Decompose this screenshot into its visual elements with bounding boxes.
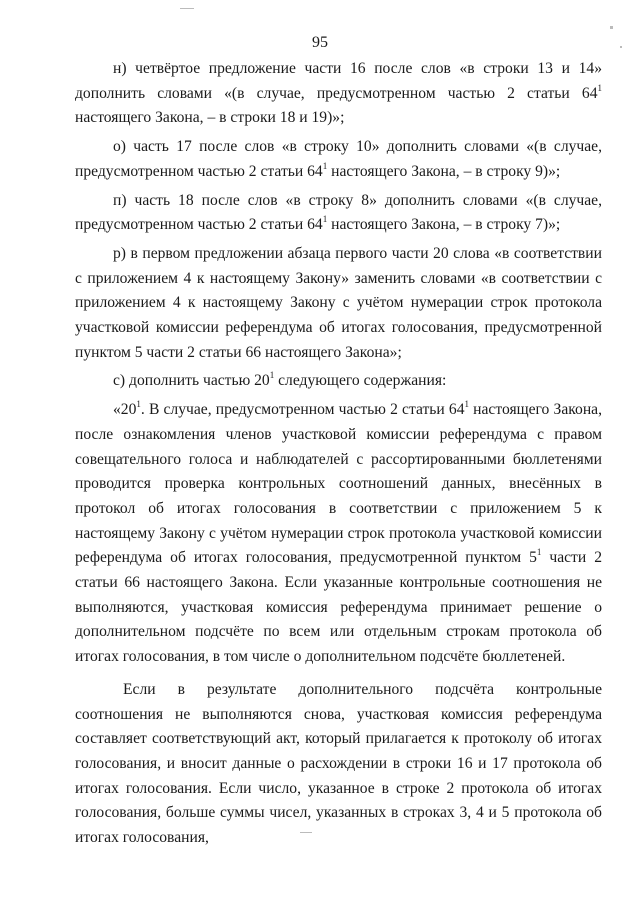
scan-speck [610,26,613,29]
superscript: 1 [464,399,469,410]
quote-part-3: настоящего Закона, после ознакомления членов участковой комиссии референдума с правом совещательного голоса и наблюдателей с рассортированными бюллетенями проводится проверка контрольных соотношений данных, внесённых в протокол об итогах голосования в соответствии с приложением 5 к настоящему Закону с учётом нумерации строк протокола участковой комиссии референдума об итогах голосования, предусмотренной пунктом 5 [75,401,602,567]
paragraph-s [75,369,602,394]
quote-part-4: части 2 статьи 66 настоящего Закона. Если указанные контрольные соотношения не выполняются, участковая комиссия референдума принимает решение о дополнительном подсчёте по всем или отдельным строкам протокола об итогах голосования, в том числе о дополнительном подсчёте бюллетеней. [75,549,602,666]
superscript: 1 [322,214,328,225]
paragraph-repeat-count: Если в результате дополнительного подсчёта контрольные соотношения не выполняются снова, участковая комиссия референдума составляет соответствующий акт, который прилагается к протоколу об итогах голосования, и вносит данные о расхождении в строки 16 и 17 протокола об итогах голосования. Если число, указанное в строке 2 протокола об итогах голосования, больше суммы чисел, указанных в строках 3, 4 и 5 протокола об итогах голосования, [75,680,602,847]
scan-speck [180,8,194,9]
paragraph-n [75,57,602,131]
scan-speck [620,46,622,48]
superscript: 1 [536,547,542,558]
paragraph-s-text-end: следующего содержания: [274,372,447,390]
quote-part-2: . В случае, предусмотренном частью 2 статьи 64 [140,401,465,419]
paragraph-r: р) в первом предложении абзаца первого части 20 слова «в соответствии с приложением 4 к настоящему Закону» заменить словами «в соответствии с приложением 4 к настоящему Закону с учётом нумерации строк протокола участковой комиссии референдума об итогах голосования, предусмотренной пунктом 5 части 2 статьи 66 настоящего Закона»; [75,244,602,361]
paragraph-n-text-end: настоящего Закона, – в строки 18 и 19)»; [75,109,345,127]
scan-speck [300,832,312,833]
paragraph-part-20-1 [75,398,602,670]
paragraph-p [75,189,602,238]
superscript: 1 [136,399,141,410]
paragraph-o-text: о) часть 17 после слов «в строку 10» дополнить словами «(в случае, предусмотренном частью 2 статьи 64 [75,138,602,180]
paragraph-p-text: п) часть 18 после слов «в строку 8» дополнить словами «(в случае, предусмотренном частью 2 статьи 64 [75,191,602,234]
paragraph-n-text: н) четвёртое предложение части 16 после слов «в строки 13 и 14» дополнить словами «(в случае, предусмотренном частью 2 статьи 64 [75,60,602,102]
paragraph-s-text: с) дополнить частью 20 [113,372,270,390]
superscript: 1 [597,82,602,93]
paragraph-o-text-end: настоящего Закона, – в строку 9)»; [327,162,561,180]
superscript: 1 [269,370,275,381]
page-number: 95 [312,34,328,51]
quote-part-1: «20 [113,401,137,419]
superscript: 1 [322,160,328,171]
paragraph-o [75,135,602,184]
document-body [75,57,602,855]
paragraph-p-text-end: настоящего Закона, – в строку 7)»; [327,216,561,234]
